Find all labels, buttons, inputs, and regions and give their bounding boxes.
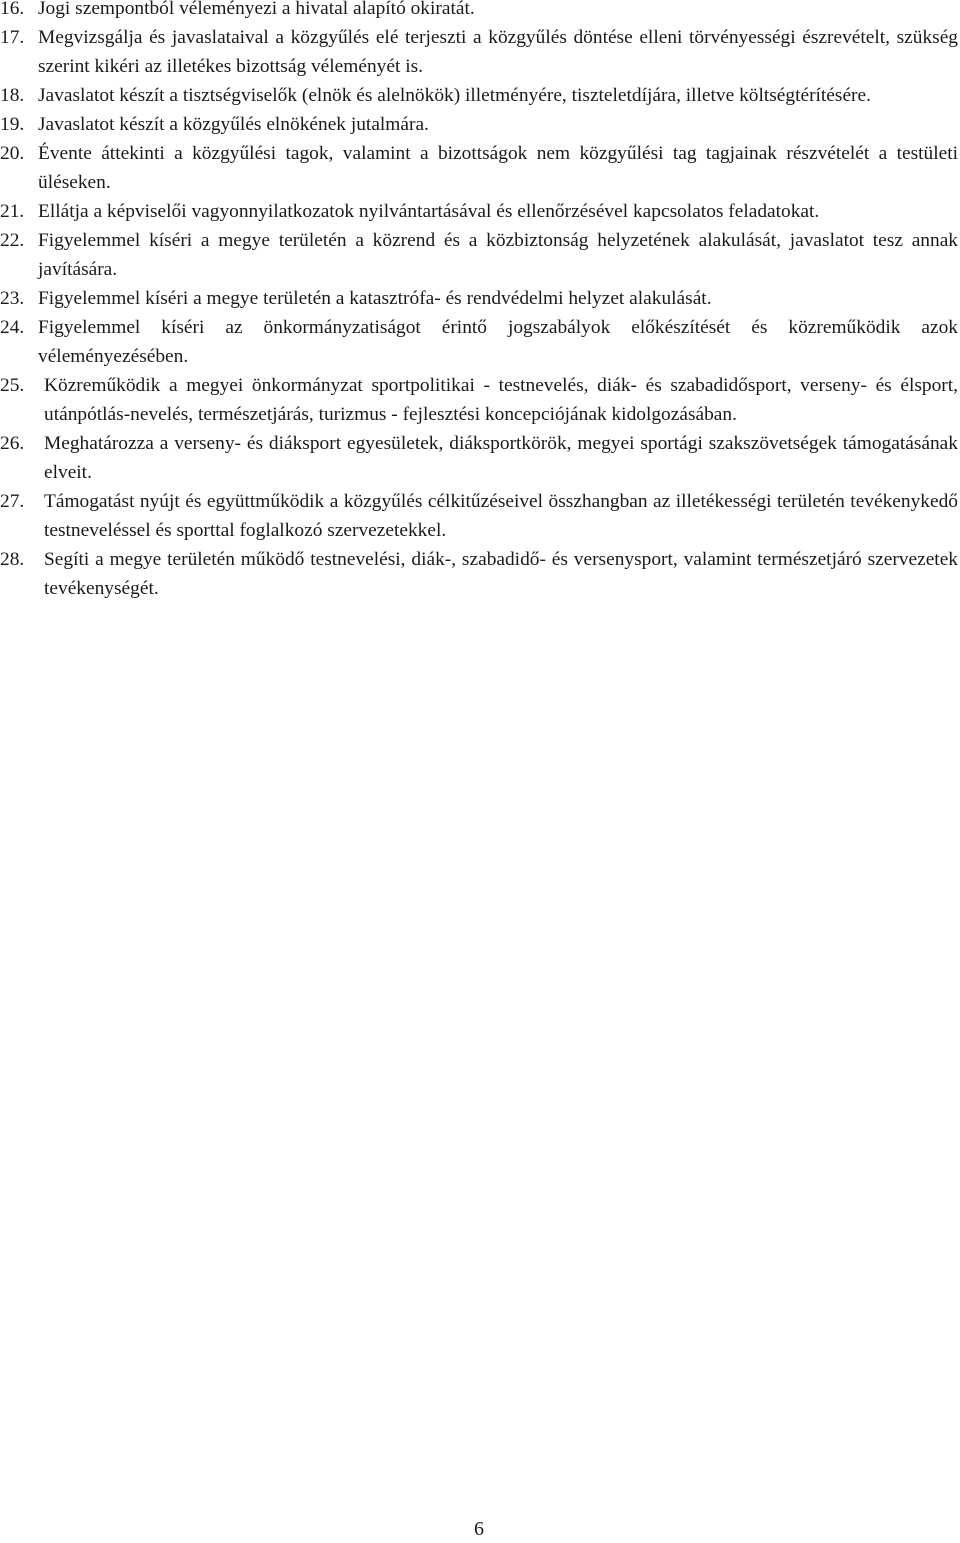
- list-item: [0, 139, 958, 197]
- item-text: Évente áttekinti a közgyűlési tagok, valamint a bizottságok nem közgyűlési tag tagjainak részvételét a testületi üléseken.: [38, 143, 958, 193]
- list-item: [0, 429, 958, 487]
- item-number: 22.: [0, 230, 25, 251]
- item-number: 24.: [0, 317, 25, 338]
- item-text: Megvizsgálja és javaslataival a közgyűlés elé terjeszti a közgyűlés döntése elleni törvényességi észrevételt, szükség szerint kikéri az illetékes bizottság véleményét is.: [38, 27, 958, 77]
- list-item: [0, 226, 958, 284]
- item-text: Támogatást nyújt és együttműködik a közgyűlés célkitűzéseivel összhangban az illetékességi területén tevékenykedő testneveléssel és sporttal foglalkozó szervezetekkel.: [44, 491, 958, 541]
- item-number: 18.: [0, 85, 25, 106]
- list-item: [0, 371, 958, 429]
- item-text: Segíti a megye területén működő testnevelési, diák-, szabadidő- és versenysport, valamint természetjáró szervezetek tevékenységét.: [44, 549, 958, 599]
- item-text: Figyelemmel kíséri a megye területén a közrend és a közbiztonság helyzetének alakulását, javaslatot tesz annak javítására.: [38, 230, 958, 280]
- item-number: 19.: [0, 114, 25, 135]
- item-number: 23.: [0, 288, 25, 309]
- item-text: Jogi szempontból véleményezi a hivatal alapító okiratát.: [38, 0, 475, 19]
- list-item: [0, 197, 958, 226]
- list-item: [0, 0, 958, 23]
- item-number: 20.: [0, 143, 25, 164]
- item-text: Figyelemmel kíséri az önkormányzatiságot érintő jogszabályok előkészítését és közreműködik azok véleményezésében.: [38, 317, 958, 367]
- item-number: 26.: [0, 433, 25, 454]
- list-item: [0, 313, 958, 371]
- item-text: Közreműködik a megyei önkormányzat sportpolitikai - testnevelés, diák- és szabadidősport, verseny- és élsport, utánpótlás-nevelés, természetjárás, turizmus - fejlesztési koncepciójának kidolgozásában.: [44, 375, 958, 425]
- item-text: Javaslatot készít a közgyűlés elnökének jutalmára.: [38, 114, 429, 135]
- page-number: 6: [474, 1518, 484, 1540]
- list-item: [0, 487, 958, 545]
- list-item: [0, 81, 958, 110]
- item-number: 17.: [0, 27, 25, 48]
- list-item: [0, 110, 958, 139]
- list-item: [0, 23, 958, 81]
- item-text: Javaslatot készít a tisztségviselők (elnök és alelnökök) illetményére, tiszteletdíjára, illetve költségtérítésére.: [38, 85, 871, 106]
- item-number: 25.: [0, 375, 25, 396]
- item-text: Meghatározza a verseny- és diáksport egyesületek, diáksportkörök, megyei sportági szakszövetségek támogatásának elveit.: [44, 433, 958, 483]
- item-text: Figyelemmel kíséri a megye területén a katasztrófa- és rendvédelmi helyzet alakulását.: [38, 288, 712, 309]
- item-number: 21.: [0, 201, 25, 222]
- item-number: 28.: [0, 549, 25, 570]
- item-number: 16.: [0, 0, 25, 19]
- item-text: Ellátja a képviselői vagyonnyilatkozatok nyilvántartásával és ellenőrzésével kapcsolatos feladatokat.: [38, 201, 820, 222]
- duties-list: [0, 0, 958, 603]
- item-number: 27.: [0, 491, 25, 512]
- list-item: [0, 545, 958, 603]
- list-item: [0, 284, 958, 313]
